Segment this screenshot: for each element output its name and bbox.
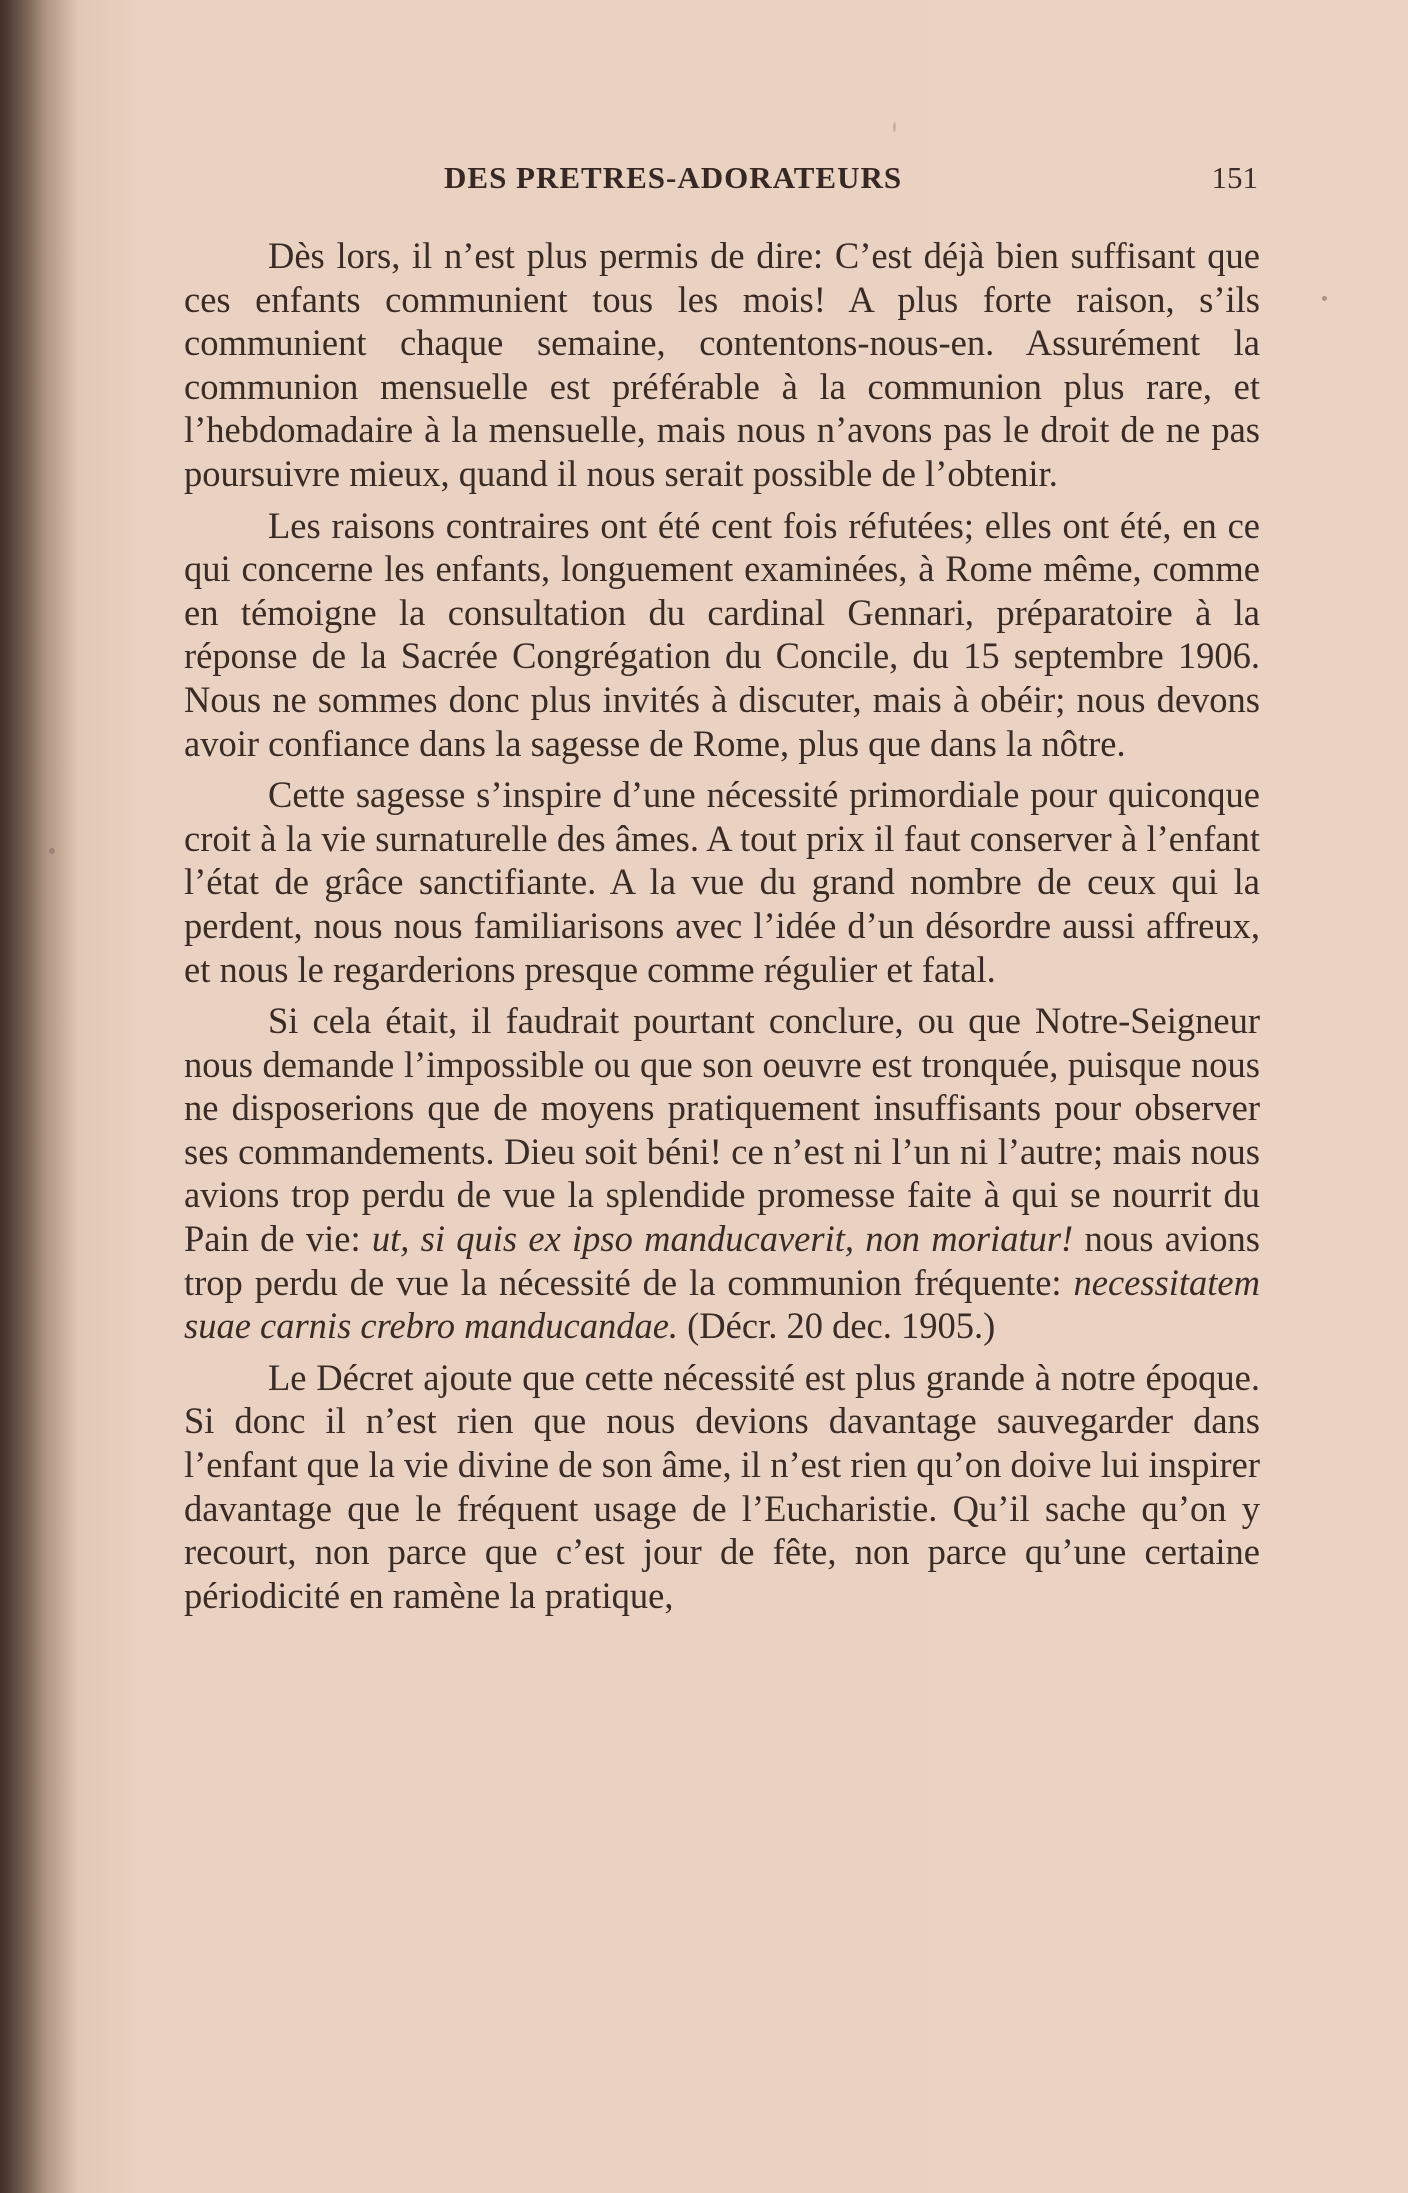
latin-quote-1: ut, si quis ex ipso manducaverit, non moriatur!	[371, 1218, 1074, 1260]
running-head: DES PRETRES-ADORATEURS	[444, 160, 903, 195]
paragraph-4-text-b: nous avions trop perdu de vue la nécessité de la communion fréquente:	[184, 1218, 1260, 1303]
binding-shadow	[0, 0, 78, 2193]
paper-speck	[1322, 296, 1327, 301]
page-header	[186, 160, 1258, 202]
paragraph-3: Cette sagesse s’inspire d’une nécessité primordiale pour quiconque croit à la vie surnaturelle des âmes. A tout prix il faut conserver à l’enfant l’état de grâce sanctifiante. A la vue du grand nombre de ceux qui la perdent, nous nous familiarisons avec l’idée d’un désordre aussi affreux, et nous le regarderions presque comme régulier et fatal.	[184, 774, 1260, 990]
paragraph-4-text-a: Si cela était, il faudrait pourtant conclure, ou que Notre-Seigneur nous demande l’impossible ou que son oeuvre est tronquée, puisque nous ne disposerions que de moyens pratiquement insuffisants pour observer ses commandements. Dieu soit béni! ce n’est ni l’un ni l’autre; mais nous avions trop perdu de vue la splendide promesse faite à qui se nourrit du Pain de vie:	[184, 1000, 1260, 1260]
paragraph-2: Les raisons contraires ont été cent fois réfutées; elles ont été, en ce qui concerne les enfants, longuement examinées, à Rome même, comme en témoigne la consultation du cardinal Gennari, préparatoire à la réponse de la Sacrée Congrégation du Concile, du 15 septembre 1906. Nous ne sommes donc plus invités à discuter, mais à obéir; nous devons avoir confiance dans la sagesse de Rome, plus que dans la nôtre.	[184, 504, 1260, 764]
paragraph-5: Le Décret ajoute que cette nécessité est plus grande à notre époque. Si donc il n’est rien que nous devions davantage sauvegarder dans l’enfant que la vie divine de son âme, il n’est rien qu’on doive lui inspirer davantage que le fréquent usage de l’Eucharistie. Qu’il sache qu’on y recourt, non parce que c’est jour de fête, non parce qu’une certaine périodicité en ramène la pratique,	[184, 1356, 1260, 1616]
paragraph-4	[184, 999, 1260, 1348]
paragraph-4-text-c: (Décr. 20 dec. 1905.)	[678, 1305, 996, 1347]
paper-speck	[893, 122, 896, 132]
latin-quote-2: necessitatem suae carnis crebro manducandae.	[184, 1261, 1260, 1347]
paragraph-1: Dès lors, il n’est plus permis de dire: C’est déjà bien suffisant que ces enfants communient tous les mois! A plus forte raison, s’ils communient chaque semaine, contentons-nous-en. Assurément la communion mensuelle est préférable à la communion plus rare, et l’hebdomadaire à la mensuelle, mais nous n’avons pas le droit de ne pas poursuivre mieux, quand il nous serait possible de l’obtenir.	[184, 235, 1260, 494]
paper-speck	[49, 848, 55, 854]
body-text	[184, 234, 1260, 1625]
page-number: 151	[1211, 160, 1258, 195]
